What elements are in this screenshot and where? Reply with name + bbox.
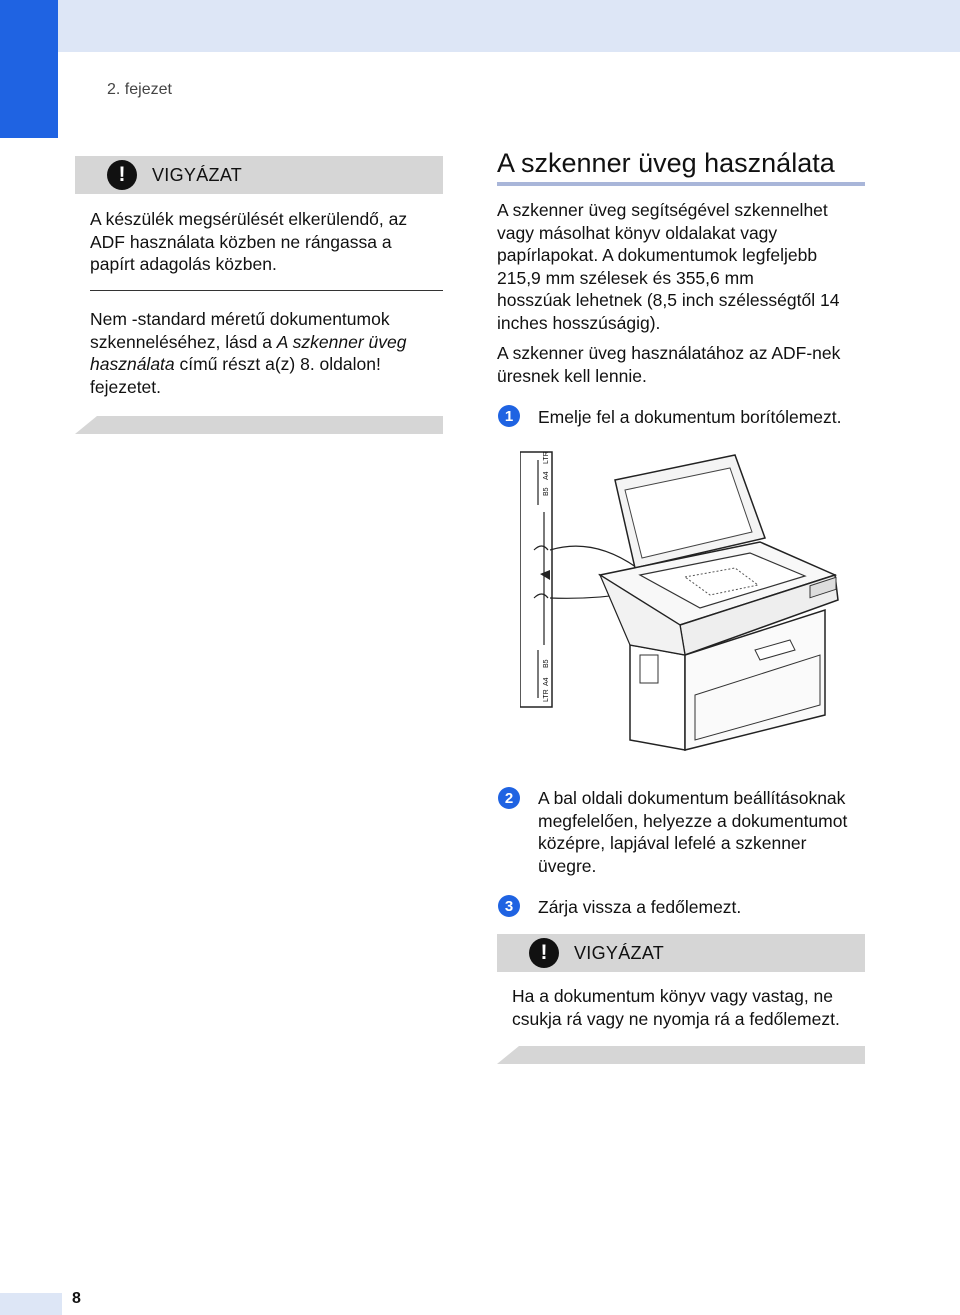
- text-line: vagy másolhat könyv oldalakat vagy: [497, 222, 778, 243]
- footer-band: [0, 1293, 62, 1315]
- text-line: Nem -standard méretű dokumentumok: [90, 309, 390, 329]
- text-line: papírlapokat. A dokumentumok legfeljebb: [497, 245, 818, 265]
- guide-label-top: LTR: [543, 451, 550, 464]
- caution-title: VIGYÁZAT: [574, 942, 665, 963]
- text-line: üresnek kell lennie.: [497, 365, 647, 386]
- text-line: inches hosszúságig).: [497, 312, 661, 333]
- text-line: fejezetet.: [90, 376, 162, 397]
- section-title: A szkenner üveg használata: [497, 148, 835, 178]
- guide-label-top: B5: [543, 487, 550, 496]
- text-line: A szkenner üveg használatához az ADF-nek: [497, 343, 841, 363]
- section-title-rule: [497, 182, 865, 186]
- text-line: Ha a dokumentum könyv vagy vastag, ne: [512, 986, 834, 1006]
- step-1-number: 1: [498, 405, 520, 427]
- text-line: csukja rá vagy ne nyomja rá a fedőlemezt.: [512, 1008, 840, 1029]
- caution-title: VIGYÁZAT: [152, 164, 243, 185]
- section-note: [497, 342, 840, 387]
- text-line: [90, 353, 407, 376]
- text-line: A készülék megsérülését elkerülendő, az: [90, 209, 408, 229]
- text-line: középre, lapjával lefelé a szkenner: [538, 833, 807, 853]
- text-line: papírt adagolás közben.: [90, 254, 277, 274]
- page-number: 8: [72, 1290, 81, 1307]
- chapter-tab: [0, 0, 58, 138]
- guide-label-top: A4: [543, 471, 550, 480]
- text-line: Emelje fel a dokumentum borítólemezt.: [538, 407, 842, 427]
- guide-label-bottom: LTR: [543, 689, 550, 702]
- chapter-label: 2. fejezet: [107, 81, 172, 98]
- text-span: című részt a(z) 8. oldalon!: [174, 354, 381, 374]
- text-line: A bal oldali dokumentum beállításoknak: [538, 788, 846, 808]
- scanner-glass-illustration: [520, 450, 940, 770]
- text-line: üvegre.: [538, 855, 597, 876]
- step-3-number: 3: [498, 895, 520, 917]
- caution-paragraph-2: [90, 308, 407, 398]
- text-line: megfelelően, helyezze a dokumentumot: [538, 810, 848, 831]
- step-1-text: [538, 406, 841, 429]
- guide-label-bottom: A4: [543, 677, 550, 686]
- caution-footer-right: [497, 1046, 865, 1064]
- caution-header-left: [75, 156, 443, 194]
- text-line: ADF használata közben ne rángassa a: [90, 231, 392, 252]
- header-band: [0, 0, 960, 52]
- cross-reference-link[interactable]: használata: [90, 354, 175, 374]
- section-intro: [497, 199, 839, 334]
- caution-paragraph-1: [90, 208, 407, 276]
- guide-label-bottom: B5: [543, 659, 550, 668]
- exclamation-circle-icon: !: [107, 160, 137, 190]
- caution-footer-left: [75, 416, 443, 434]
- text-span: szkenneléséhez, lásd a: [90, 331, 277, 352]
- step-2-number: 2: [498, 787, 520, 809]
- divider: [90, 290, 443, 291]
- text-line: 215,9 mm szélesek és 355,6 mm: [497, 267, 754, 288]
- step-3-text: [538, 896, 741, 919]
- text-line: [90, 331, 407, 354]
- caution-header-right: [497, 934, 865, 972]
- text-line: Zárja vissza a fedőlemezt.: [538, 897, 742, 917]
- text-line: hosszúak lehetnek (8,5 inch szélességtől 14: [497, 290, 840, 310]
- step-2-text: [538, 787, 847, 877]
- cross-reference-link[interactable]: A szkenner üveg: [276, 331, 407, 352]
- exclamation-circle-icon: !: [529, 938, 559, 968]
- text-line: A szkenner üveg segítségével szkennelhet: [497, 200, 828, 220]
- caution-right-text: [512, 985, 840, 1030]
